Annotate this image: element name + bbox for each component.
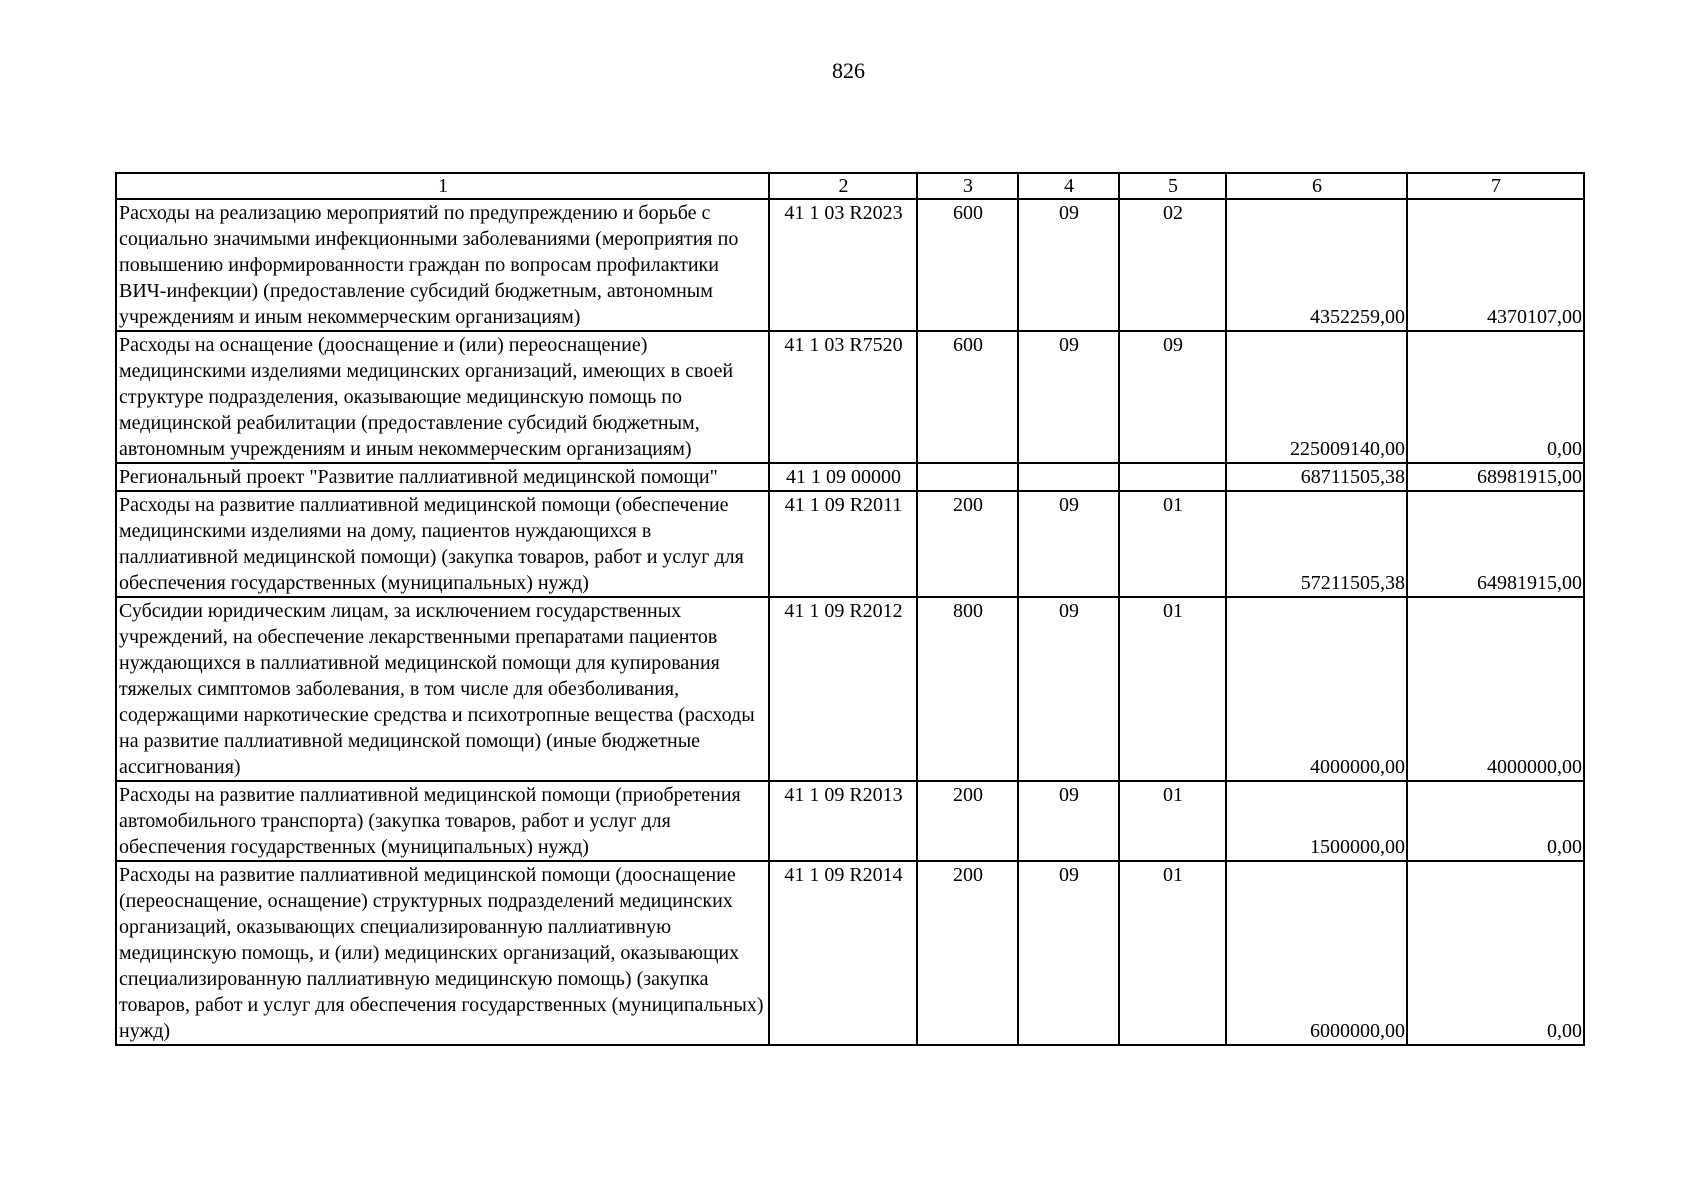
row-amount-col7: 64981915,00: [1407, 491, 1584, 597]
column-header: 7: [1407, 173, 1584, 199]
row-amount-col6: 57211505,38: [1226, 491, 1407, 597]
row-code: 41 1 09 R2013: [769, 781, 917, 861]
row-amount-col7: 4000000,00: [1407, 597, 1584, 781]
column-header: 6: [1226, 173, 1407, 199]
column-header: 5: [1119, 173, 1226, 199]
row-col4: 09: [1018, 331, 1119, 463]
row-description: Расходы на развитие паллиативной медицинской помощи (обеспечение медицинскими изделиями на дому, пациентов нуждающихся в паллиативной медицинской помощи) (закупка товаров, работ и услуг для обеспечения государственных (муниципальных) нужд): [116, 491, 769, 597]
row-col5: 01: [1119, 781, 1226, 861]
column-header: 3: [917, 173, 1018, 199]
row-description: Расходы на оснащение (дооснащение и (или) переоснащение) медицинскими изделиями медицинских организаций, имеющих в своей структуре подразделения, оказывающие медицинскую помощь по медицинской реабилитации (предоставление субсидий бюджетным, автономным учреждениям и иным некоммерческим организациям): [116, 331, 769, 463]
row-col5: 01: [1119, 491, 1226, 597]
row-col4: 09: [1018, 597, 1119, 781]
row-col3: [917, 463, 1018, 491]
row-col5: 09: [1119, 331, 1226, 463]
row-amount-col7: 0,00: [1407, 331, 1584, 463]
row-col4: 09: [1018, 781, 1119, 861]
budget-table: [115, 172, 1585, 1046]
table-row: [116, 463, 1584, 491]
table-row: [116, 597, 1584, 781]
row-description: Расходы на развитие паллиативной медицинской помощи (дооснащение (переоснащение, оснащение) структурных подразделений медицинских организаций, оказывающих специализированную паллиативную медицинскую помощь, и (или) медицинских организаций, оказывающих специализированную паллиативную медицинскую помощь) (закупка товаров, работ и услуг для обеспечения государственных (муниципальных) нужд): [116, 861, 769, 1045]
row-amount-col6: 4352259,00: [1226, 199, 1407, 331]
column-header: 2: [769, 173, 917, 199]
table-row: [116, 781, 1584, 861]
table-row: [116, 861, 1584, 1045]
row-col5: 01: [1119, 597, 1226, 781]
row-amount-col6: 6000000,00: [1226, 861, 1407, 1045]
row-col4: [1018, 463, 1119, 491]
row-amount-col7: 0,00: [1407, 861, 1584, 1045]
row-col5: 02: [1119, 199, 1226, 331]
row-amount-col7: 4370107,00: [1407, 199, 1584, 331]
row-amount-col6: 225009140,00: [1226, 331, 1407, 463]
row-col3: 200: [917, 781, 1018, 861]
row-description: Региональный проект "Развитие паллиативной медицинской помощи": [116, 463, 769, 491]
row-amount-col7: 68981915,00: [1407, 463, 1584, 491]
row-code: 41 1 09 R2014: [769, 861, 917, 1045]
row-col5: 01: [1119, 861, 1226, 1045]
row-code: 41 1 09 R2011: [769, 491, 917, 597]
row-col4: 09: [1018, 861, 1119, 1045]
row-col3: 200: [917, 491, 1018, 597]
row-col3: 800: [917, 597, 1018, 781]
row-description: Субсидии юридическим лицам, за исключением государственных учреждений, на обеспечение лекарственными препаратами пациентов нуждающихся в паллиативной медицинской помощи для купирования тяжелых симптомов заболевания, в том числе для обезболивания, содержащими наркотические средства и психотропные вещества (расходы на развитие паллиативной медицинской помощи) (иные бюджетные ассигнования): [116, 597, 769, 781]
row-col3: 600: [917, 331, 1018, 463]
table-header-row: [116, 173, 1584, 199]
row-description: Расходы на реализацию мероприятий по предупреждению и борьбе с социально значимыми инфекционными заболеваниями (мероприятия по повышению информированности граждан по вопросам профилактики ВИЧ-инфекции) (предоставление субсидий бюджетным, автономным учреждениям и иным некоммерческим организациям): [116, 199, 769, 331]
table-row: [116, 491, 1584, 597]
row-code: 41 1 09 R2012: [769, 597, 917, 781]
row-code: 41 1 03 R7520: [769, 331, 917, 463]
row-amount-col7: 0,00: [1407, 781, 1584, 861]
row-col3: 200: [917, 861, 1018, 1045]
table-row: [116, 331, 1584, 463]
row-code: 41 1 03 R2023: [769, 199, 917, 331]
row-col3: 600: [917, 199, 1018, 331]
column-header: 4: [1018, 173, 1119, 199]
table-row: [116, 199, 1584, 331]
column-header: 1: [116, 173, 769, 199]
row-amount-col6: 68711505,38: [1226, 463, 1407, 491]
row-col5: [1119, 463, 1226, 491]
page-number: 826: [832, 58, 865, 83]
row-amount-col6: 4000000,00: [1226, 597, 1407, 781]
row-col4: 09: [1018, 199, 1119, 331]
row-col4: 09: [1018, 491, 1119, 597]
row-description: Расходы на развитие паллиативной медицинской помощи (приобретения автомобильного транспорта) (закупка товаров, работ и услуг для обеспечения государственных (муниципальных) нужд): [116, 781, 769, 861]
row-code: 41 1 09 00000: [769, 463, 917, 491]
row-amount-col6: 1500000,00: [1226, 781, 1407, 861]
